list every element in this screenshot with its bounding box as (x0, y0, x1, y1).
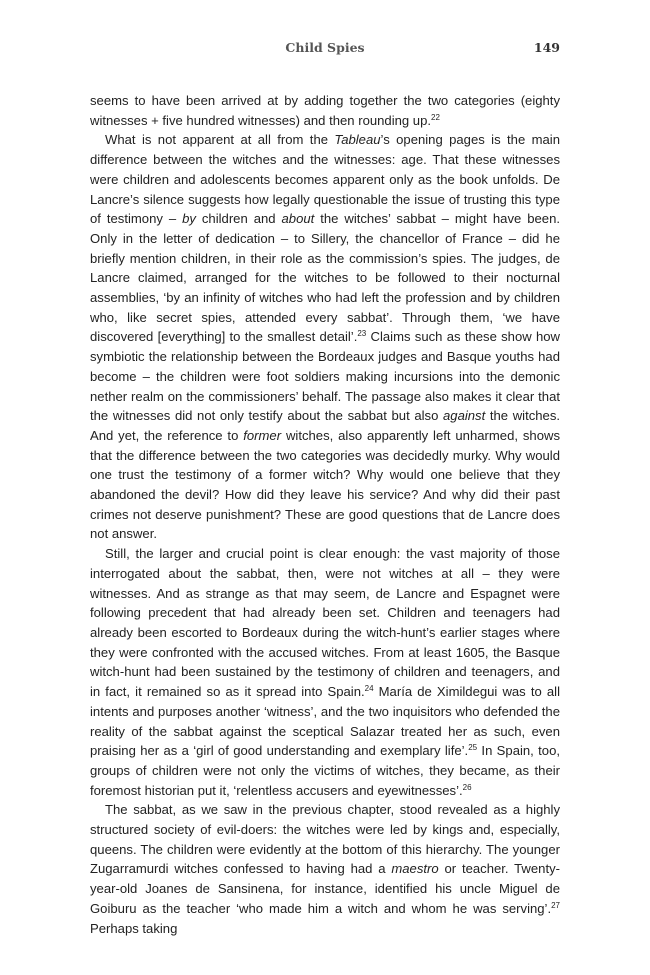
italic-text: about (281, 211, 315, 227)
footnote-marker: 27 (551, 900, 560, 910)
body-text (90, 91, 560, 938)
footnote-marker: 25 (468, 743, 478, 753)
text-run: ’s opening pages is the main difference between the witches and the witnesses: age. That these witnesses were children and adolescents becomes apparent only as the book unfolds. De Lancre’s silence suggests how legally questionable the issue of trusting this type of testimony – (90, 132, 560, 227)
italic-text: by (182, 211, 196, 227)
italic-text: former (243, 427, 282, 443)
italic-text: Tableau (334, 132, 381, 148)
text-run: María de Ximildegui was to all intents and purposes another ‘witness’, and the two inquisitors who defended the reality of the sabbat against the sceptical Salazar treated her as such, even praising her as a ‘girl of good understanding and exemplary life’. (90, 684, 560, 759)
text-run: Claims such as these show how symbiotic the relationship between the Bordeaux judges and Basque youths had become – the children were foot soldiers making incursions into the demonic nether realm on the commissioners’ behalf. The passage also makes it clear that the witnesses did not only testify about the sabbat but also (90, 329, 560, 424)
text-run: Perhaps taking (90, 920, 178, 936)
text-run: Still, the larger and crucial point is clear enough: the vast majority of those interrogated about the sabbat, then, were not witches at all – they were witnesses. And as strange as that may seem, de Lancre and Espagnet were following precedent that had already been set. Children and teenagers had already been escorted to Bordeaux during the witch-hunt’s earlier stages where they were confronted with the accused witches. From at least 1605, the Basque witch-hunt had been sustained by the testimony of children and teenagers, and in fact, it remained so as it spread into Spain. (90, 546, 560, 700)
paragraph (90, 544, 560, 800)
text-run: seems to have been arrived at by adding together the two categories (eighty witnesses + five hundred witnesses) and then rounding up. (90, 93, 560, 128)
text-run: witches, also apparently left unharmed, shows that the difference between the two categories was decidedly murky. Why would one trust the testimony of a former witch? Why would one believe that they abandoned the devil? How did they leave his service? And why did their past crimes not deserve punishment? These are good questions that de Lancre does not answer. (90, 427, 560, 542)
text-run: the witches. And yet, the reference to (90, 408, 561, 443)
text-run: or teacher. Twenty-year-old Joanes de Sansinena, for instance, identified his uncle Miguel de Goiburu as the teacher ‘who made him a witch and whom he was serving’. (90, 861, 560, 916)
footnote-marker: 24 (364, 684, 374, 694)
text-run: The sabbat, as we saw in the previous chapter, stood revealed as a highly structured society of evil-doers: the witches were led by kings and, especially, queens. The children were evidently at the bottom of this hierarchy. The younger Zugarramurdi witches confessed to having had a (90, 802, 560, 877)
paragraph (90, 130, 560, 544)
page-header (90, 40, 560, 60)
italic-text: maestro (391, 861, 439, 877)
running-head: Child Spies (285, 40, 365, 55)
paragraph (90, 91, 560, 130)
text-run: What is not apparent at all from the (105, 132, 335, 148)
footnote-marker: 22 (431, 112, 440, 122)
footnote-marker: 26 (462, 782, 472, 792)
italic-text: against (443, 408, 486, 424)
text-run: In Spain, too, groups of children were not only the victims of witches, they became, as their foremost historian put it, ‘relentless accusers and eyewitnesses’. (90, 743, 560, 798)
page-number: 149 (533, 40, 560, 55)
footnote-marker: 23 (357, 329, 367, 339)
text-run: the witches’ sabbat – might have been. Only in the letter of dedication – to Sillery, the chancellor of France – did he briefly mention children, in their role as the commission’s spies. The judges, de Lancre claimed, arranged for the witches to be followed to their nocturnal assemblies, ‘by an infinity of witches who had left the profession and by children who, like secret spies, attended every sabbat’. Through them, ‘we have discovered [everything] to the smallest detail’. (90, 211, 560, 345)
paragraph (90, 800, 560, 938)
text-run: children and (195, 211, 282, 227)
